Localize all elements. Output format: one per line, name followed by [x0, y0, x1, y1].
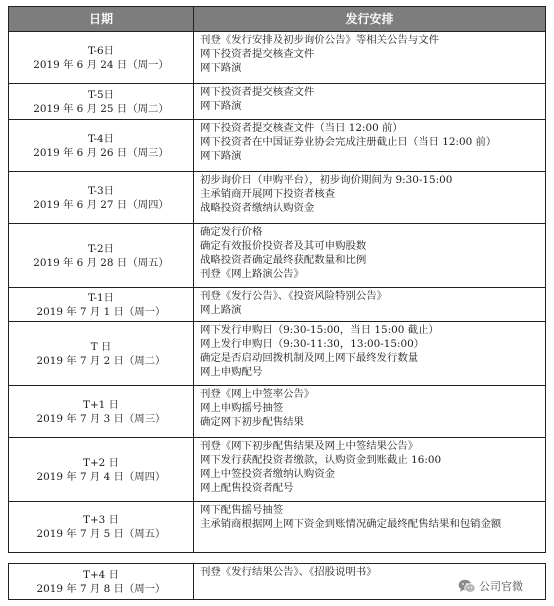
date-cell: [9, 84, 194, 120]
date-cell: [9, 322, 194, 386]
arrangement-item: 网下发行申购日（9:30-15:00，当日 15:00 截止）: [200, 324, 439, 336]
header-arrangement: 发行安排: [194, 7, 546, 32]
trading-day-label: T-5日: [87, 88, 115, 101]
arrangement-item: 刊登《发行安排及初步询价公告》等相关公告与文件: [200, 34, 439, 46]
arrangement-item: 网下配售摇号抽签: [200, 504, 284, 516]
table-header-row: [9, 7, 546, 32]
arrangement-cell: [194, 502, 546, 553]
arrangement-cell: [194, 322, 546, 386]
trading-day-label: T-1日: [87, 291, 115, 304]
trading-day-label: T+4 日: [83, 568, 119, 581]
date-cell: [9, 120, 194, 172]
schedule-row: [9, 120, 546, 172]
wechat-icon: [458, 579, 476, 594]
arrangement-item: 网上中签投资者缴纳认购资金: [200, 468, 336, 480]
watermark: [458, 578, 523, 594]
arrangement-item: 确定网下初步配售结果: [200, 416, 304, 428]
arrangement-item: 确定有效报价投资者及其可申购股数: [200, 240, 367, 252]
arrangement-item: 网上配售投资者配号: [200, 482, 294, 494]
arrangement-item: 网下路演: [200, 100, 242, 112]
arrangement-item: 网下投资者在中国证券业协会完成注册截止日（当日 12:00 前）: [200, 136, 497, 148]
date-cell: [9, 564, 194, 600]
date-cell: [9, 288, 194, 322]
date-cell: [9, 386, 194, 438]
trading-day-label: T-6日: [87, 44, 115, 57]
trading-day-label: T-4日: [87, 132, 115, 145]
trading-day-label: T+2 日: [83, 456, 119, 469]
arrangement-item: 确定是否启动回拨机制及网上网下最终发行数量: [200, 352, 419, 364]
arrangement-cell: [194, 32, 546, 84]
calendar-date: 2019 年 6 月 28 日（周五）: [33, 256, 169, 269]
arrangement-item: 网下路演: [200, 150, 242, 162]
schedule-row: [9, 32, 546, 84]
arrangement-item: 确定发行价格: [200, 226, 263, 238]
arrangement-cell: [194, 438, 546, 502]
arrangement-item: 网下投资者提交核查文件（当日 12:00 前）: [200, 122, 403, 134]
arrangement-item: 网下路演: [200, 62, 242, 74]
schedule-row: [9, 438, 546, 502]
trading-day-label: T+3 日: [83, 514, 119, 526]
arrangement-item: 网下投资者提交核查文件: [200, 48, 315, 60]
schedule-row: [9, 84, 546, 120]
calendar-date: 2019 年 7 月 3 日（周三）: [36, 412, 166, 425]
date-cell: [9, 32, 194, 84]
arrangement-item: 刊登《网上中签率公告》: [200, 388, 315, 400]
calendar-date: 2019 年 6 月 26 日（周三）: [33, 146, 169, 159]
arrangement-item: 战略投资者确定最终获配数量和比例: [200, 254, 367, 266]
calendar-date: 2019 年 7 月 8 日（周一）: [36, 582, 166, 595]
arrangement-item: 网下发行获配投资者缴款，认购资金到账截止 16:00: [200, 454, 442, 466]
calendar-date: 2019 年 6 月 27 日（周四）: [33, 198, 169, 211]
schedule-row: [9, 322, 546, 386]
arrangement-cell: [194, 386, 546, 438]
calendar-date: 2019 年 7 月 1 日（周一）: [36, 305, 166, 318]
arrangement-item: 刊登《发行公告》、《投资风险特别公告》: [200, 290, 388, 302]
date-cell: [9, 172, 194, 224]
header-date: 日期: [9, 7, 194, 32]
arrangement-cell: [194, 224, 546, 288]
calendar-date: 2019 年 7 月 4 日（周四）: [36, 470, 166, 483]
arrangement-item: 刊登《网上路演公告》: [200, 268, 304, 280]
arrangement-item: 刊登《发行结果公告》、《招股说明书》: [200, 566, 377, 578]
calendar-date: 2019 年 6 月 25 日（周二）: [33, 102, 169, 115]
schedule-table: [8, 6, 546, 553]
arrangement-cell: [194, 172, 546, 224]
schedule-row: [9, 288, 546, 322]
date-cell: [9, 224, 194, 288]
arrangement-item: 网上发行申购日（9:30-11:30，13:00-15:00）: [200, 338, 425, 350]
schedule-row: [9, 172, 546, 224]
date-cell: [9, 438, 194, 502]
arrangement-item: 战略投资者缴纳认购资金: [200, 202, 315, 214]
trading-day-label: T+1 日: [83, 398, 119, 411]
arrangement-item: 网下投资者提交核查文件: [200, 86, 315, 98]
arrangement-item: 主承销商根据网上网下资金到账情况确定最终配售结果和包销金额: [200, 518, 502, 530]
arrangement-item: 刊登《网下初步配售结果及网上中签结果公告》: [200, 440, 419, 452]
calendar-date: 2019 年 6 月 24 日（周一）: [33, 58, 169, 71]
arrangement-item: 网上申购配号: [200, 366, 263, 378]
arrangement-cell: [194, 288, 546, 322]
calendar-date: 2019 年 7 月 2 日（周二）: [36, 354, 166, 367]
arrangement-item: 初步询价日（申购平台），初步询价期间为 9:30-15:00: [200, 174, 453, 186]
trading-day-label: T-2日: [87, 242, 115, 255]
arrangement-item: 网上申购摇号抽签: [200, 402, 284, 414]
arrangement-cell: [194, 84, 546, 120]
arrangement-item: 主承销商开展网下投资者核查: [200, 188, 336, 200]
calendar-date: 2019 年 7 月 5 日（周五）: [36, 528, 166, 540]
schedule-row: [9, 224, 546, 288]
schedule-row: [9, 502, 546, 553]
date-cell: [9, 502, 194, 553]
watermark-text: 公司官微: [479, 580, 523, 593]
arrangement-item: 网上路演: [200, 304, 242, 316]
trading-day-label: T 日: [90, 340, 112, 353]
trading-day-label: T-3日: [87, 184, 115, 197]
schedule-row: [9, 386, 546, 438]
arrangement-cell: [194, 120, 546, 172]
